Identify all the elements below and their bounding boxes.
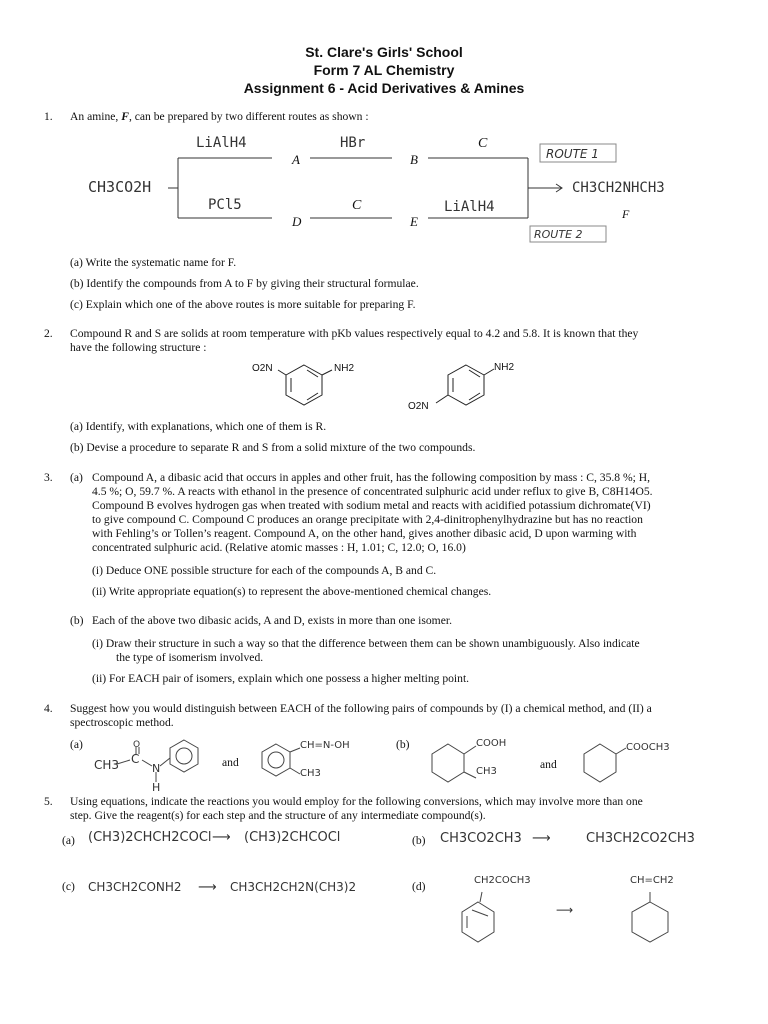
- q5d-start-substituent: CH2COCH3: [474, 875, 531, 886]
- q4a-n: N: [152, 762, 161, 775]
- q5a-start: (CH3)2CHCH2COCl: [88, 830, 212, 845]
- q4a-o: O: [133, 740, 141, 750]
- q1-number: 1.: [44, 110, 53, 123]
- q5d-product-substituent: CH=CH2: [630, 875, 674, 886]
- q4b-cooch3: COOCH3: [626, 742, 670, 753]
- q3-b-ii: (ii) For EACH pair of isomers, explain which one possess a higher melting point.: [92, 672, 470, 685]
- reagent-pcl5: PCl5: [208, 197, 242, 213]
- q3-b-label: (b): [70, 614, 84, 627]
- reagent-lialh4-top: LiAlH4: [196, 135, 247, 151]
- q5-c-label: (c): [62, 880, 75, 893]
- q2-part-b: (b) Devise a procedure to separate R and S from a solid mixture of the two compounds.: [70, 441, 476, 454]
- q4b-ch3: CH3: [476, 766, 497, 777]
- q3-number: 3.: [44, 471, 53, 484]
- q2-structures: [0, 355, 768, 415]
- q5-line-2: step. Give the reagent(s) for each step and the structure of any intermediate compound(s).: [70, 809, 486, 822]
- q1-part-b: (b) Identify the compounds from A to F by giving their structural formulae.: [70, 277, 419, 290]
- q4-line-1: Suggest how you would distinguish between EACH of the following pairs of compounds by (I) a chemical method, and (II) a: [70, 702, 652, 715]
- q1-intro: An amine, F, can be prepared by two different routes as shown :: [70, 110, 369, 123]
- assignment-title: Assignment 6 - Acid Derivatives & Amines: [243, 80, 525, 96]
- reagent-lialh4-bottom: LiAlH4: [444, 199, 495, 215]
- school-name: St. Clare's Girls' School: [305, 44, 463, 60]
- q2-number: 2.: [44, 327, 53, 340]
- q5c-product: CH3CH2CH2N(CH3)2: [230, 880, 357, 894]
- q4-and-1: and: [222, 756, 239, 769]
- compound-E: E: [410, 214, 418, 229]
- compound-A: A: [292, 152, 300, 167]
- q5b-arrow-1: ⟶: [532, 831, 551, 846]
- q3-b-i-1: (i) Draw their structure in such a way so that the difference between them can be shown unambiguously. Also indicate: [92, 637, 640, 650]
- q4a-h: H: [152, 781, 161, 794]
- q3-a-label: (a): [70, 471, 83, 484]
- q5-a-label: (a): [62, 834, 75, 847]
- q3-b-line-1: Each of the above two dibasic acids, A and D, exists in more than one isomer.: [92, 614, 452, 627]
- q5a-arrow-1: ⟶: [212, 830, 231, 845]
- q5a-product: (CH3)2CHCOCl: [244, 830, 341, 845]
- nh2-label-1: NH2: [334, 363, 355, 374]
- q3-a-line-5: with Fehling’s or Tollen’s reagent. Compound A, on the other hand, gives another dibasic acid, D upon warming with: [92, 527, 637, 540]
- q4-line-2: spectroscopic method.: [70, 716, 174, 729]
- q5-line-1: Using equations, indicate the reactions you would employ for the following conversions, which may involve more than one: [70, 795, 643, 808]
- q3-a-line-6: concentrated sulphuric acid. (Relative atomic masses : H, 1.01; C, 12.0; O, 16.0): [92, 541, 466, 554]
- q4a-c: C: [131, 752, 140, 766]
- q4-and-2: and: [540, 758, 557, 771]
- q5c-start: CH3CH2CONH2: [88, 880, 182, 894]
- q5-b-label: (b): [412, 834, 426, 847]
- o2n-label-2: O2N: [408, 401, 429, 412]
- route-2-label: ROUTE 2: [534, 228, 583, 241]
- q4-b-label: (b): [396, 738, 410, 751]
- q3-a-line-2: 4.5 %; O, 59.7 %. A reacts with ethanol in the presence of concentrated sulphuric acid under reflux to give B, C8H14O5.: [92, 485, 653, 498]
- q3-a-line-3: Compound B evolves hydrogen gas when treated with sodium metal and reacts with acidified potassium dichromate(VI): [92, 499, 651, 512]
- q2-line-1: Compound R and S are solids at room temperature with pKb values respectively equal to 4.2 and 5.8. It is known that they: [70, 327, 639, 340]
- q3-a-ii: (ii) Write appropriate equation(s) to represent the above-mentioned chemical changes.: [92, 585, 492, 598]
- compound-F-label: F: [622, 207, 630, 221]
- o2n-label-1: O2N: [252, 363, 273, 374]
- q2-line-2: have the following structure :: [70, 341, 207, 354]
- q4a-ch3: CH3: [94, 758, 120, 772]
- q4a-oxime: CH=N-OH: [300, 740, 350, 751]
- product-F: CH3CH2NHCH3: [572, 180, 665, 196]
- q1-part-c: (c) Explain which one of the above routes is more suitable for preparing F.: [70, 298, 416, 311]
- form-title: Form 7 AL Chemistry: [313, 62, 455, 78]
- q2-part-a: (a) Identify, with explanations, which one of them is R.: [70, 420, 327, 433]
- reagent-C-bottom: C: [352, 198, 362, 213]
- q5-d-label: (d): [412, 880, 426, 893]
- q5d-arrow-1: ⟶: [556, 903, 574, 917]
- q3-b-i-2: the type of isomerism involved.: [116, 651, 264, 664]
- q4a-ch3-b: CH3: [300, 768, 321, 779]
- q3-a-i: (i) Deduce ONE possible structure for each of the compounds A, B and C.: [92, 564, 437, 577]
- nh2-label-2: NH2: [494, 362, 515, 373]
- q5d-structures: [0, 880, 768, 960]
- q5b-product: CH3CH2CO2CH3: [586, 831, 695, 846]
- route-1-label: ROUTE 1: [546, 147, 599, 161]
- reagent-C-top: C: [478, 136, 488, 151]
- compound-B: B: [410, 152, 418, 167]
- reagent-hbr: HBr: [340, 135, 366, 151]
- q5b-start: CH3CO2CH3: [440, 831, 522, 846]
- q3-a-line-4: to give compound C. Compound C produces an orange precipitate with 2,4-dinitrophenylhydrazine but has no reaction: [92, 513, 643, 526]
- q5c-arrow-1: ⟶: [198, 880, 217, 895]
- q4b-cooh: COOH: [476, 738, 507, 749]
- compound-D: D: [292, 214, 302, 229]
- start-compound: CH3CO2H: [88, 178, 152, 196]
- q3-a-line-1: Compound A, a dibasic acid that occurs in apples and other fruit, has the following composition by mass : C, 35.8 %; H,: [92, 471, 651, 484]
- q1-part-a: (a) Write the systematic name for F.: [70, 256, 237, 269]
- q4-number: 4.: [44, 702, 53, 715]
- q5-number: 5.: [44, 795, 53, 808]
- q4-a-label: (a): [70, 738, 83, 751]
